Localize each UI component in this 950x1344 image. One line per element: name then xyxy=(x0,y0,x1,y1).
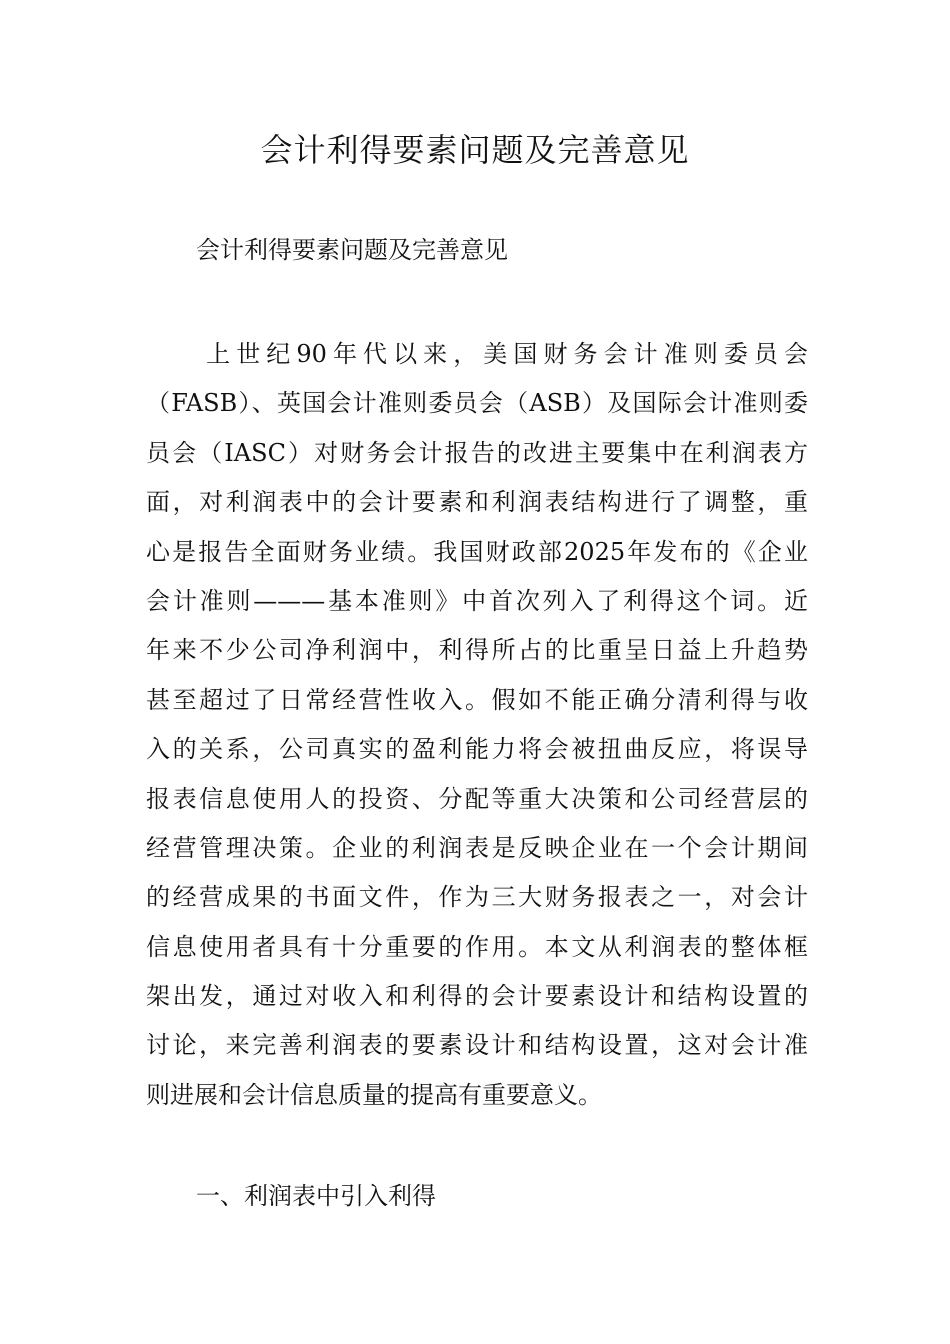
paragraph-line: （FASB）、英国会计准则委员会（ASB）及国际会计准则委 xyxy=(146,389,808,418)
document-subtitle: 会计利得要素问题及完善意见 xyxy=(196,236,508,264)
paragraph-line: 则进展和会计信息质量的提高有重要意义。 xyxy=(146,1080,602,1109)
paragraph-line: 会计准则———基本准则》中首次列入了利得这个词。近 xyxy=(146,586,808,615)
paragraph-line: 面，对利润表中的会计要素和利润表结构进行了调整，重 xyxy=(146,488,808,517)
paragraph-line: 员会（IASC）对财务会计报告的改进主要集中在利润表方 xyxy=(146,438,808,467)
paragraph-line: 报表信息使用人的投资、分配等重大决策和公司经营层的 xyxy=(146,784,808,813)
paragraph-line: 信息使用者具有十分重要的作用。本文从利润表的整体框 xyxy=(146,932,808,961)
paragraph-line: 架出发，通过对收入和利得的会计要素设计和结构设置的 xyxy=(146,982,808,1011)
paragraph-line: 上世纪90年代以来，美国财务会计准则委员会 xyxy=(146,340,808,368)
paragraph-line: 心是报告全面财务业绩。我国财政部2025年发布的《企业 xyxy=(146,537,808,566)
paragraph-line: 的经营成果的书面文件，作为三大财务报表之一，对会计 xyxy=(146,883,808,912)
section-heading: 一、利润表中引入利得 xyxy=(196,1182,436,1210)
paragraph-line: 讨论，来完善利润表的要素设计和结构设置，这对会计准 xyxy=(146,1031,808,1060)
body-paragraph xyxy=(146,330,808,1120)
document-title: 会计利得要素问题及完善意见 xyxy=(260,131,690,169)
paragraph-line: 甚至超过了日常经营性收入。假如不能正确分清利得与收 xyxy=(146,685,808,714)
paragraph-line: 年来不少公司净利润中，利得所占的比重呈日益上升趋势 xyxy=(146,636,808,665)
paragraph-line: 入的关系，公司真实的盈利能力将会被扭曲反应，将误导 xyxy=(146,735,808,764)
paragraph-line: 经营管理决策。企业的利润表是反映企业在一个会计期间 xyxy=(146,833,808,862)
